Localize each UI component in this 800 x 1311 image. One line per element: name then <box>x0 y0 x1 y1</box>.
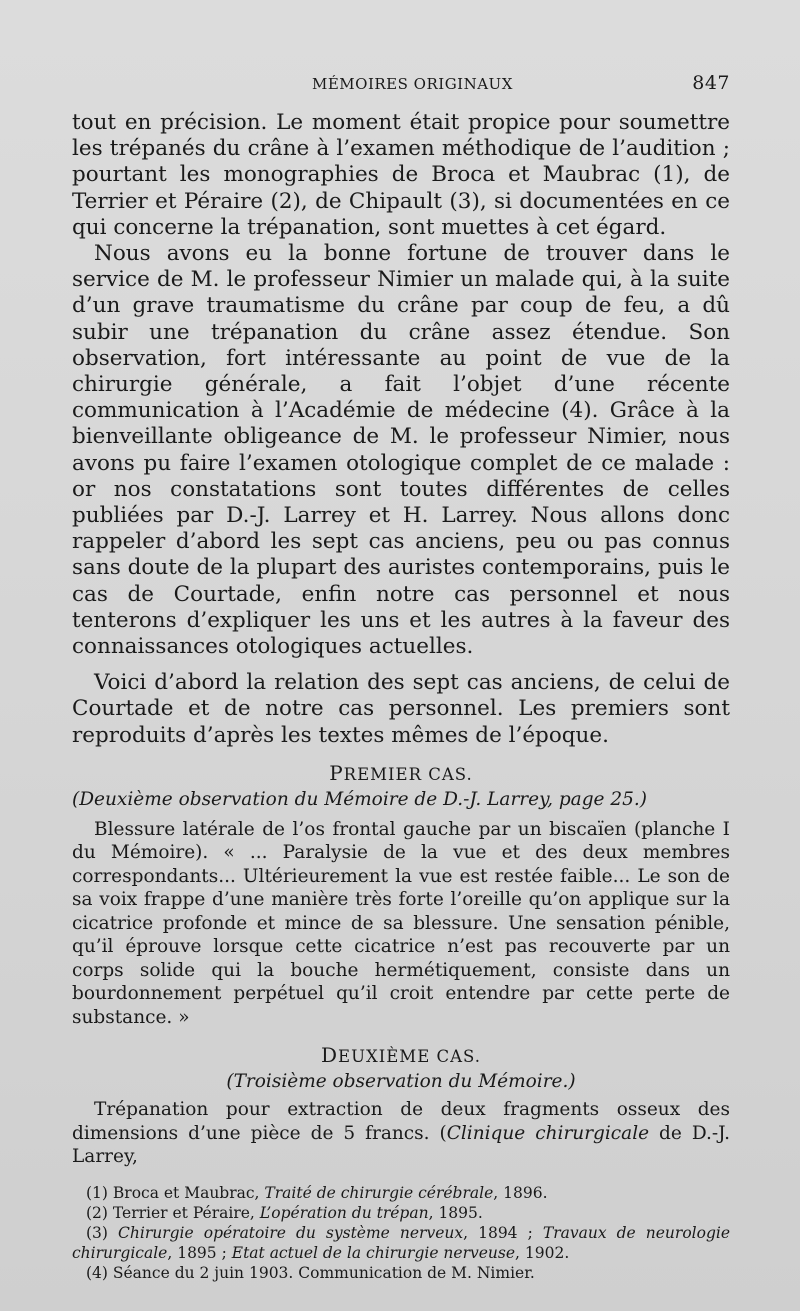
paragraph-2: Nous avons eu la bonne fortune de trouver dans le service de M. le professeur Nimier un malade qui, à la suite d’un grave traumatisme du crâne par coup de feu, a dû subir une trépanation du crâne assez étendue. Son observation, fort intéressante au point de vue de la chirurgie générale, a fait l’objet d’une récente communication à l’Académie de médecine (4). Grâce à la bienveillante obligeance de M. le professeur Nimier, nous avons pu faire l’examen otologique complet de ce malade : or nos constatations sont toutes différentes de celles publiées par D.-J. Larrey et H. Larrey. Nous allons donc rappeler d’abord les sept cas anciens, peu ou pas connus sans doute de la plupart des auristes contemporains, puis le cas de Courtade, enfin notre cas personnel et nous tenterons d’expliquer les uns et les autres à la faveur des connaissances otologiques actuelles. <box>72 241 730 660</box>
main-text <box>72 110 730 749</box>
paragraph-3: Voici d’abord la relation des sept cas anciens, de celui de Courtade et de notre cas personnel. Les premiers sont reproduits d’après les textes mêmes de l’époque. <box>72 670 730 748</box>
page-number: 847 <box>692 72 730 94</box>
case-1-source: (Deuxième observation du Mémoire de D.-J. Larrey, page 25.) <box>72 788 648 810</box>
running-title: MÉMOIRES ORIGINAUX <box>312 75 513 93</box>
case-1-text: Blessure latérale de l’os frontal gauche par un biscaïen (planche I du Mémoire). « ... Paralysie de la vue et des deux membres correspondants... Ultérieurement la vue est restée faible... Le son de sa voix frappe d’une manière très forte l’oreille qu’on applique sur la cicatrice profonde et mince de sa blessure. Une sensation pénible, qu’il éprouve lorsque cette cicatrice n’est pas recouverte par un corps solide qui la bouche hermétiquement, consiste dans un bourdonnement perpétuel qu’il croit entendre par cette perte de substance. » <box>72 818 730 1028</box>
case-1-title: PREMIER CAS. <box>329 760 473 785</box>
footnote-3: (3) Chirurgie opératoire du système nerveux, 1894 ; Travaux de neurologie chirurgicale, 1895 ; Etat actuel de la chirurgie nerveuse, 1902. <box>72 1223 730 1262</box>
paragraph-1: tout en précision. Le moment était propice pour soumettre les trépanés du crâne à l’examen méthodique de l’audition ; pourtant les monographies de Broca et Maubrac (1), de Terrier et Péraire (2), de Chipault (3), si documentées en ce qui concerne la trépanation, sont muettes à cet égard. <box>72 110 730 240</box>
case-2-text: Trépanation pour extraction de deux fragments osseux des dimensions d’une pièce de 5 francs. (Clinique chirurgicale de D.-J. Larrey, <box>72 1099 730 1168</box>
footnote-2: (2) Terrier et Péraire, L’opération du trépan, 1895. <box>86 1203 483 1222</box>
case-2-title: DEUXIÈME CAS. <box>321 1043 481 1068</box>
page-header <box>72 72 730 94</box>
footnotes <box>72 1183 730 1283</box>
footnote-1: (1) Broca et Maubrac, Traité de chirurgie cérébrale, 1896. <box>86 1183 548 1202</box>
case-2-source: (Troisième observation du Mémoire.) <box>226 1071 576 1093</box>
footnote-4: (4) Séance du 2 juin 1903. Communication de M. Nimier. <box>86 1263 535 1282</box>
case-2-body <box>72 1098 730 1169</box>
case-1-body <box>72 818 730 1030</box>
